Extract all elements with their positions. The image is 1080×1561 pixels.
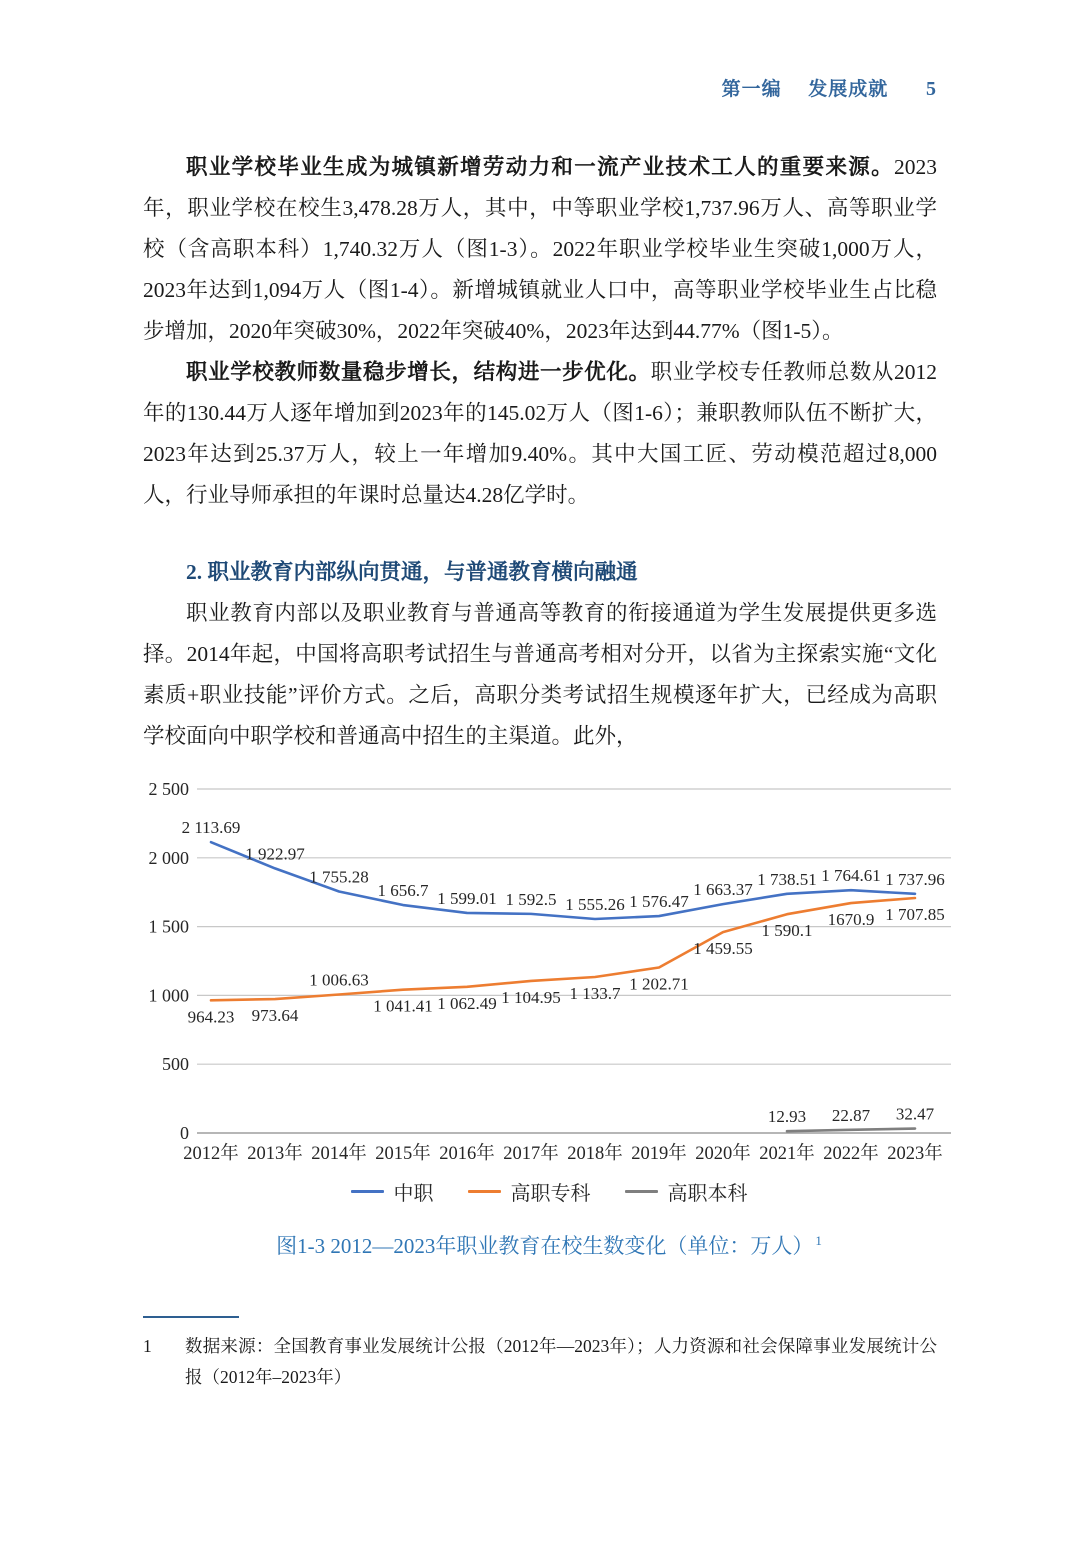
data-label: 1 041.41 (373, 996, 433, 1016)
data-label: 22.87 (831, 1105, 871, 1125)
paragraph-pathways: 职业教育内部以及职业教育与普通高等教育的衔接通道为学生发展提供更多选择。2014年起，中国将高职考试招生与普通高考相对分开，以省为主探索实施“文化素质+职业技能”评价方式。之后，高职分类考试招生规模逐年扩大，已经成为高职学校面向中职学校和普通高中招生的主渠道。此外， (143, 601, 937, 748)
data-label: 1 599.01 (437, 888, 497, 908)
chart-legend (143, 1177, 955, 1206)
line-chart (143, 781, 955, 1173)
data-label: 1 133.7 (569, 984, 621, 1004)
legend-line-swatch (351, 1190, 384, 1193)
y-tick-label: 1 000 (148, 985, 189, 1006)
page-number: 5 (926, 78, 937, 100)
data-label: 1 764.61 (821, 866, 881, 886)
legend-label: 中职 (393, 1183, 434, 1205)
x-tick-label: 2014年 (311, 1144, 367, 1164)
y-tick-label: 1 500 (148, 916, 189, 937)
footnote-reference: 1 (815, 1233, 822, 1248)
paragraph-body-text: 职业学校专任教师总数从2012年的130.44万人逐年增加到2023年的145.02万人（图1-6）；兼职教师队伍不断扩大，2023年达到25.37万人，较上一年增加9.40%。其中大国工匠、劳动模范超过8,000人，行业导师承担的年课时总量达4.28亿学时。 (143, 360, 937, 507)
footnote-marker: 1 (143, 1336, 152, 1356)
paragraph-lead-bold: 职业学校毕业生成为城镇新增劳动力和一流产业技术工人的重要来源。 (186, 155, 894, 179)
y-tick-label: 2 500 (148, 781, 189, 799)
y-tick-label: 0 (180, 1123, 189, 1143)
legend-line-swatch (468, 1190, 501, 1193)
data-label: 2 113.69 (181, 818, 241, 838)
data-label: 1 755.28 (309, 867, 369, 887)
figure-caption (143, 1230, 955, 1260)
x-tick-label: 2016年 (439, 1144, 495, 1164)
footnote-text: 数据来源：全国教育事业发展统计公报（2012年—2023年）；人力资源和社会保障事业发展统计公报（2012年–2023年） (185, 1336, 937, 1387)
legend-item-中职 (351, 1177, 434, 1206)
x-tick-label: 2012年 (183, 1144, 239, 1164)
data-label: 973.64 (251, 1006, 299, 1026)
x-tick-label: 2015年 (375, 1144, 431, 1164)
data-label: 1 707.85 (885, 904, 945, 924)
footnote-divider (143, 1316, 239, 1318)
x-tick-label: 2021年 (759, 1144, 815, 1164)
legend-label: 高职专科 (510, 1183, 591, 1205)
x-tick-label: 2018年 (567, 1144, 623, 1164)
data-label: 1 738.51 (757, 869, 817, 889)
running-header (143, 0, 937, 101)
section-heading: 2. 职业教育内部纵向贯通，与普通教育横向融通 (186, 560, 638, 584)
legend-item-高职专科 (468, 1177, 591, 1206)
legend-line-swatch (625, 1190, 658, 1193)
x-tick-label: 2020年 (695, 1144, 751, 1164)
figure-caption-text: 图1-3 2012—2023年职业教育在校生数变化（单位：万人） (276, 1234, 814, 1258)
data-label: 1 555.26 (565, 894, 625, 914)
data-label: 12.93 (767, 1107, 807, 1127)
data-label: 1 062.49 (437, 993, 497, 1013)
data-label: 1 104.95 (501, 987, 561, 1007)
data-label: 32.47 (895, 1104, 935, 1124)
data-label: 1 202.71 (629, 974, 689, 994)
data-label: 1 006.63 (309, 970, 369, 990)
x-tick-label: 2013年 (247, 1144, 303, 1164)
data-label: 1 663.37 (693, 880, 753, 900)
x-tick-label: 2019年 (631, 1144, 687, 1164)
header-chapter-title: 发展成就 (808, 79, 889, 100)
paragraph-body-text: 2023年，职业学校在校生3,478.28万人，其中，中等职业学校1,737.96万人、高等职业学校（含高职本科）1,740.32万人（图1-3）。2022年职业学校毕业生突破1,000万人，2023年达到1,094万人（图1-4）。新增城镇就业人口中，高等职业学校毕业生占比稳步增加，2020年突破30%，2022年突破40%，2023年达到44.77%（图1-5）。 (143, 155, 937, 343)
footnote (143, 1331, 955, 1393)
paragraph-graduates (143, 147, 937, 352)
series-line-高职本科 (787, 1129, 915, 1132)
legend-label: 高职本科 (667, 1183, 748, 1205)
paragraph-teachers (143, 352, 937, 516)
data-label: 964.23 (187, 1007, 235, 1027)
data-label: 1 576.47 (629, 892, 689, 912)
data-label: 1 459.55 (693, 939, 753, 959)
header-part-title: 第一编 (721, 79, 782, 100)
paragraph-lead-bold: 职业学校教师数量稳步增长，结构进一步优化。 (186, 360, 651, 384)
x-tick-label: 2017年 (503, 1144, 559, 1164)
y-tick-label: 500 (162, 1054, 189, 1075)
data-label: 1 656.7 (377, 881, 429, 901)
x-tick-label: 2023年 (887, 1144, 943, 1164)
data-label: 1 590.1 (761, 921, 813, 941)
data-label: 1670.9 (827, 910, 875, 930)
data-label: 1 592.5 (505, 889, 557, 909)
data-label: 1 922.97 (245, 844, 305, 864)
y-tick-label: 2 000 (148, 847, 189, 868)
enrollment-line-chart-figure (143, 781, 955, 1260)
x-tick-label: 2022年 (823, 1144, 879, 1164)
data-label: 1 737.96 (885, 869, 945, 889)
legend-item-高职本科 (625, 1177, 748, 1206)
